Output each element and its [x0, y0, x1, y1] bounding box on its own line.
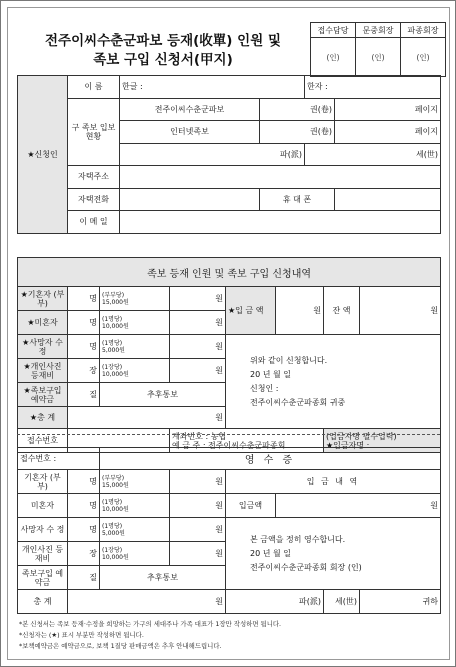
book-order-count-field[interactable]: [68, 383, 100, 407]
phone-field[interactable]: [120, 188, 260, 211]
payee-line: 예 금 주 : 전주이씨수춘군파종회: [172, 440, 286, 450]
depositor-label: ★입금자명 :: [326, 440, 370, 450]
photo-amount-field[interactable]: [170, 359, 226, 383]
note-line: *보책예약금은 예약금으로, 보책 1질당 판매금액은 추후 안내해드립니다.: [19, 642, 222, 650]
photo-label: ★개인사진 등재비: [18, 359, 68, 383]
won-label: 원: [430, 306, 439, 315]
name-hanja-field[interactable]: [305, 76, 441, 99]
deposit-label: ★입 금 액: [226, 287, 276, 335]
price-basis: (1장당): [102, 546, 123, 554]
photo-price: [100, 359, 170, 383]
married-count-field[interactable]: [68, 287, 100, 311]
note-line: *신청자는 (★) 표시 부분만 작성하면 됩니다.: [19, 631, 144, 639]
r-total-label: 총 계: [18, 590, 68, 614]
r-total-field[interactable]: [68, 590, 226, 614]
unit-label: 명: [89, 525, 97, 534]
unit-label: 질: [89, 390, 97, 399]
pa-label: 파(派): [280, 149, 303, 159]
pa-field[interactable]: [120, 143, 305, 166]
address-field[interactable]: [120, 166, 441, 189]
pa-label: 파(派): [299, 597, 321, 606]
approval-seal: (인): [401, 38, 446, 77]
price-basis: (부부당): [102, 291, 125, 299]
unit-label: 장: [89, 549, 97, 558]
unit-label: 장: [89, 366, 97, 375]
total-field[interactable]: [68, 407, 226, 429]
book-2-page-field[interactable]: [335, 121, 441, 144]
unit-label: 명: [89, 477, 97, 486]
unit-label: 명: [89, 294, 97, 303]
r-deceased-label: 사망자 수 정: [18, 518, 68, 542]
won-label: 원: [215, 501, 223, 510]
single-count-field[interactable]: [68, 311, 100, 335]
approval-header: 파종회장: [401, 23, 446, 38]
r-deposit-label: 입금액: [226, 494, 276, 518]
won-label: 원: [215, 549, 223, 558]
won-label: 원: [430, 501, 439, 510]
recipient-line: 전주이씨수춘군파종회 귀중: [250, 397, 346, 407]
deposit-field[interactable]: [276, 287, 324, 335]
approval-table: [310, 22, 446, 77]
r-photo-label: 개인사진 등재비: [18, 542, 68, 566]
book-1-page-field[interactable]: [335, 98, 441, 121]
phone-label: 자택전화: [68, 188, 120, 211]
price-amount: 10,000원: [102, 505, 129, 513]
application-details-table: [17, 257, 441, 453]
hanja-label: 한자 :: [307, 82, 328, 92]
mobile-field[interactable]: [335, 188, 441, 211]
price-amount: 15,000원: [102, 481, 129, 489]
cut-line: [17, 434, 440, 435]
deposit-details-header: 입 금 내 역: [226, 470, 441, 494]
book-order-note: 추후통보: [100, 383, 226, 407]
r-book-order-count-field[interactable]: [68, 566, 100, 590]
name-label: 이 름: [68, 76, 120, 99]
se-label: 세(世): [416, 149, 439, 159]
applicant-signature-line[interactable]: 신청인 :: [250, 383, 279, 393]
name-hangul-field[interactable]: [120, 76, 305, 99]
gwiha-label: 귀하: [422, 597, 439, 606]
price-amount: 10,000원: [102, 553, 129, 561]
account-line: 계좌번호 : 농협: [172, 431, 227, 441]
unit-label: 명: [89, 318, 97, 327]
price-amount: 15,000원: [102, 298, 129, 306]
won-label: 원: [215, 342, 223, 351]
page-label: 페이지: [414, 104, 439, 114]
r-single-label: 미혼자: [18, 494, 68, 518]
won-label: 원: [215, 294, 223, 303]
mobile-label: 휴 대 폰: [260, 188, 335, 211]
single-amount-field[interactable]: [170, 311, 226, 335]
depositor-note: (입금자명 필수입력): [326, 431, 397, 441]
unit-label: 명: [89, 501, 97, 510]
won-label: 원: [215, 597, 223, 606]
price-amount: 5,000원: [102, 529, 125, 537]
chairman-signature-line: 전주이씨수춘군파종회 회장 (인): [250, 562, 362, 572]
price-amount: 10,000원: [102, 370, 129, 378]
r-book-order-label: 족보구입 예약금: [18, 566, 68, 590]
r-married-label: 기혼자 (부부): [18, 470, 68, 494]
applicant-section-label: ★신청인: [18, 76, 68, 234]
genealogy-label: 구 족보 입보 현황: [68, 98, 120, 166]
application-statement: [226, 335, 441, 429]
single-label: ★미혼자: [18, 311, 68, 335]
married-amount-field[interactable]: [170, 287, 226, 311]
email-field[interactable]: [120, 211, 441, 234]
approval-header: 접수담당: [311, 23, 356, 38]
form-notes: [19, 619, 439, 652]
r-deceased-count-field[interactable]: [68, 518, 100, 542]
note-line: *본 신청서는 족보 등재·수정을 희망하는 가구의 세대주나 가족 대표가 1장만 작성하면 됩니다.: [19, 620, 282, 628]
applicant-table: [17, 75, 441, 234]
book-order-label: ★족보구입 예약금: [18, 383, 68, 407]
price-amount: 5,000원: [102, 346, 125, 354]
price-basis: (1명당): [102, 498, 123, 506]
price-basis: (1장당): [102, 363, 123, 371]
r-photo-amount-field[interactable]: [170, 542, 226, 566]
r-pa-field[interactable]: [226, 590, 324, 614]
approval-seal: (인): [311, 38, 356, 77]
price-basis: (부부당): [102, 474, 125, 482]
statement-line: 본 금액을 정히 영수합니다.: [250, 534, 346, 544]
book-2-name: 인터넷족보: [120, 121, 260, 144]
se-label: 세(世): [335, 597, 357, 606]
price-basis: (1명당): [102, 522, 123, 530]
married-price: [100, 287, 170, 311]
se-field[interactable]: [305, 143, 441, 166]
approval-header: 문중회장: [356, 23, 401, 38]
r-book-order-note: 추후통보: [100, 566, 226, 590]
deceased-count-field[interactable]: [68, 335, 100, 359]
deceased-price: [100, 335, 170, 359]
won-label: 원: [215, 318, 223, 327]
title-line-1: 전주이씨수춘군파보 등재(收單) 인원 및: [44, 33, 281, 49]
unit-label: 명: [89, 342, 97, 351]
price-amount: 10,000원: [102, 322, 129, 330]
title-line-2: 족보 구입 신청서(甲지): [93, 52, 233, 68]
r-single-price: [100, 494, 170, 518]
address-label: 자택주소: [68, 166, 120, 189]
price-basis: (1명당): [102, 315, 123, 323]
hangul-label: 한글 :: [122, 82, 143, 92]
photo-count-field[interactable]: [68, 359, 100, 383]
won-label: 원: [215, 366, 223, 375]
won-label: 원: [313, 306, 321, 315]
price-basis: (1명당): [102, 339, 123, 347]
date-line[interactable]: 20 년 월 일: [250, 548, 291, 558]
r-single-amount-field[interactable]: [170, 494, 226, 518]
total-label: ★총 계: [18, 407, 68, 429]
r-single-count-field[interactable]: [68, 494, 100, 518]
date-line[interactable]: 20 년 월 일: [250, 369, 291, 379]
receipt-table: [17, 447, 441, 614]
married-label: ★기혼자 (부부): [18, 287, 68, 311]
won-label: 원: [215, 477, 223, 486]
r-married-count-field[interactable]: [68, 470, 100, 494]
receipt-number-label: 접수번호 :: [18, 448, 100, 470]
receipt-statement: [226, 518, 441, 590]
book-2-volume-field[interactable]: [260, 121, 335, 144]
r-deposit-field[interactable]: [276, 494, 441, 518]
approval-seal: (인): [356, 38, 401, 77]
balance-label: 잔 액: [324, 287, 360, 335]
r-se-field[interactable]: [324, 590, 360, 614]
details-header: 족보 등재 인원 및 족보 구입 신청내역: [18, 258, 441, 287]
deceased-amount-field[interactable]: [170, 335, 226, 359]
unit-label: 질: [89, 573, 97, 582]
statement-line: 위와 같이 신청합니다.: [250, 355, 328, 365]
receipt-title: 영 수 증: [100, 448, 441, 470]
deceased-label: ★사망자 수 정: [18, 335, 68, 359]
won-label: 원: [215, 525, 223, 534]
r-recipient-field[interactable]: [360, 590, 441, 614]
r-married-amount-field[interactable]: [170, 470, 226, 494]
balance-field[interactable]: [360, 287, 441, 335]
r-photo-count-field[interactable]: [68, 542, 100, 566]
single-price: [100, 311, 170, 335]
volume-label: 권(卷): [310, 104, 333, 114]
r-deceased-amount-field[interactable]: [170, 518, 226, 542]
receipt-number-label: 접수번호: [18, 429, 68, 453]
volume-label: 권(卷): [310, 127, 333, 137]
r-married-price: [100, 470, 170, 494]
page-label: 페이지: [414, 127, 439, 137]
r-deceased-price: [100, 518, 170, 542]
r-photo-price: [100, 542, 170, 566]
won-label: 원: [215, 413, 223, 422]
form-title: [18, 32, 308, 70]
book-1-volume-field[interactable]: [260, 98, 335, 121]
book-1-name: 전주이씨수춘군파보: [120, 98, 260, 121]
email-label: 이 메 일: [68, 211, 120, 234]
